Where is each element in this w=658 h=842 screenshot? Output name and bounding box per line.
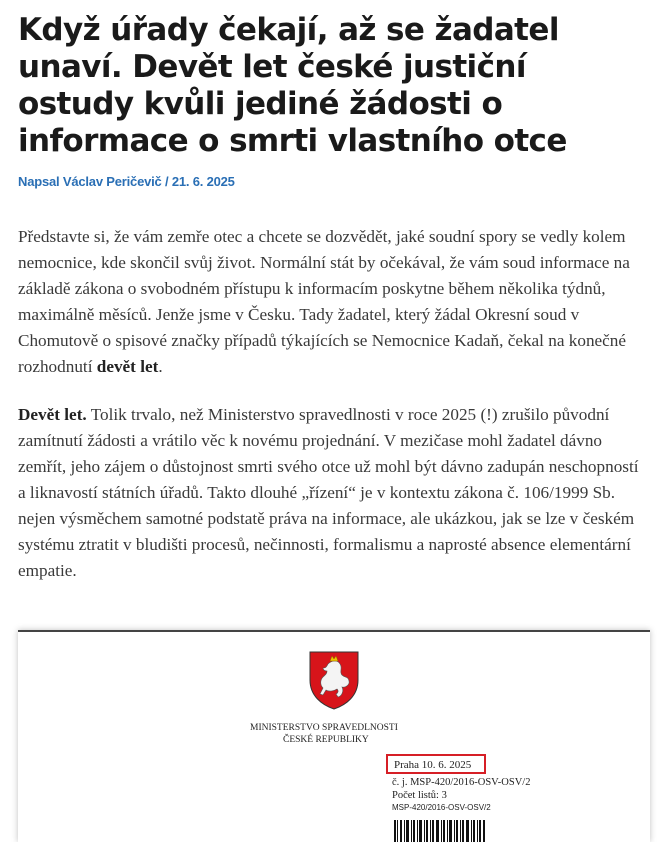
paragraph-second-text: Tolik trvalo, než Ministerstvo spravedlnosti v roce 2025 (!) zrušilo původní zamítnutí žádosti a vrátilo věc k novému projednání. V mezičase mohl žadatel dávno zemřít, jeho zájem o důstojnost smrti svého otce už mohl být dávno zadupán neschopností a liknavostí státních úřadů. Takto dlouhé „řízení“ je v kontextu zákona č. 106/1999 Sb. nejen výsměchem samotné podstatě práva na informace, ale ukázkou, jak se lze v českém systému ztratit v bludišti procesů, nečinnosti, formalismu a naprosté absence elementární empatie. xyxy=(18,405,639,580)
paragraph-intro-end: . xyxy=(158,357,163,376)
byline-prefix: Napsal xyxy=(18,174,60,189)
barcode-reference: MSP-420/2016-OSV-OSV/2 xyxy=(392,803,491,812)
barcode-icon xyxy=(394,814,486,842)
reference-number: č. j. MSP-420/2016-OSV-OSV/2 xyxy=(392,777,531,788)
paragraph-second-bold: Devět let. xyxy=(18,405,87,424)
document-date-highlight: Praha 10. 6. 2025 xyxy=(386,754,486,774)
publish-date: 21. 6. 2025 xyxy=(171,174,235,189)
byline-separator: / xyxy=(165,174,169,189)
document-reference xyxy=(392,776,632,813)
article-title: Když úřady čekají, až se žadatel unaví. Devět let české justiční ostudy kvůli jediné žádosti o informace o smrti vlastního otce xyxy=(18,12,567,159)
author-link[interactable]: Václav Peričevič xyxy=(62,174,162,189)
paragraph-second xyxy=(18,402,643,584)
ministry-country: ČESKÉ REPUBLIKY xyxy=(283,735,369,745)
ministry-header xyxy=(250,722,420,746)
czech-lion-crest-icon xyxy=(308,650,360,710)
page-count: Počet listů: 3 xyxy=(392,790,447,801)
ministry-name: MINISTERSTVO SPRAVEDLNOSTI xyxy=(250,723,398,733)
paragraph-intro-bold: devět let xyxy=(96,357,159,376)
paragraph-intro-text: Představte si, že vám zemře otec a chcete se dozvědět, jaké soudní spory se vedly kolem nemocnice, kde skončil svůj život. Normální stát by očekával, že vám soud informace na základě zákona o svobodném přístupu k informacím poskytne během několika týdnů, maximálně měsíců. Jenže jsme v Česku. Tady žadatel, který žádal Okresní soud v Chomutově o spisové značky případů týkajících se Nemocnice Kadaň, čekal na konečné rozhodnutí xyxy=(18,227,630,376)
document-image xyxy=(18,630,650,842)
byline xyxy=(18,174,648,189)
article xyxy=(18,0,648,584)
paragraph-intro xyxy=(18,224,643,380)
